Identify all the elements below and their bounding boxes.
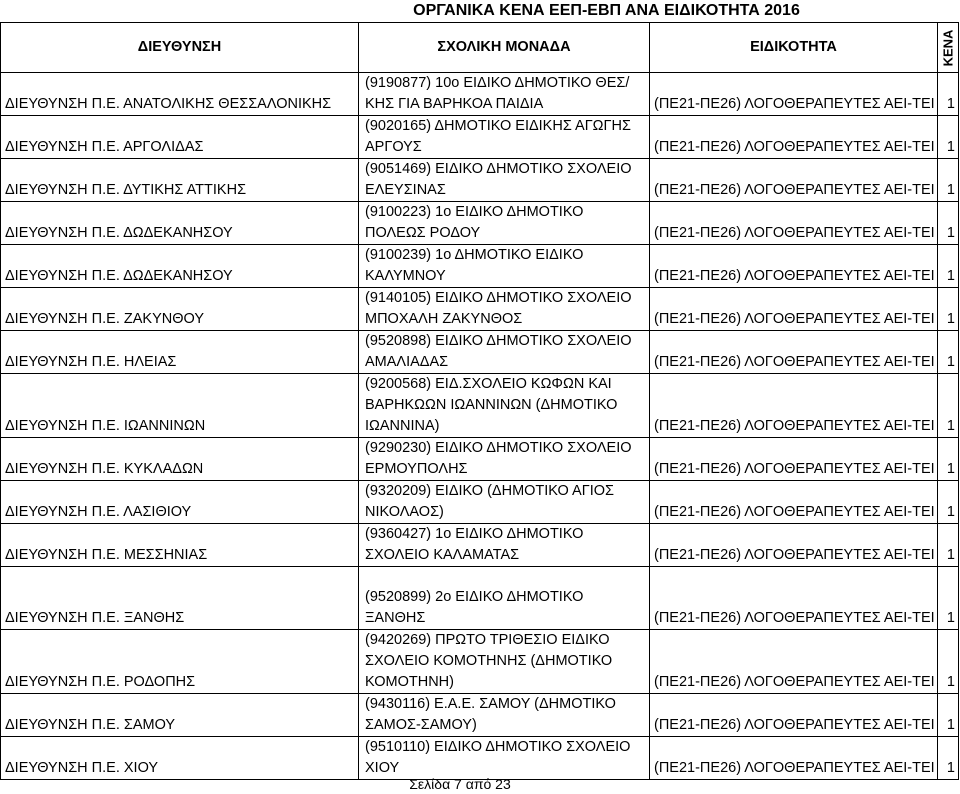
vacancies-cell: 1 (938, 481, 959, 524)
specialty-cell: (ΠΕ21-ΠΕ26) ΛΟΓΟΘΕΡΑΠΕΥΤΕΣ ΑΕΙ-ΤΕΙ (650, 438, 938, 481)
school-cell: (9520898) ΕΙΔΙΚΟ ΔΗΜΟΤΙΚΟ ΣΧΟΛΕΙΟ ΑΜΑΛΙΑΔΑΣ (359, 331, 650, 374)
school-cell: (9051469) ΕΙΔΙΚΟ ΔΗΜΟΤΙΚΟ ΣΧΟΛΕΙΟ ΕΛΕΥΣΙΝΑΣ (359, 159, 650, 202)
page-title: ΟΡΓΑΝΙΚΑ ΚΕΝΑ ΕΕΠ-ΕΒΠ ΑΝΑ ΕΙΔΙΚΟΤΗΤΑ 2016 (413, 2, 800, 19)
school-cell: (9510110) ΕΙΔΙΚΟ ΔΗΜΟΤΙΚΟ ΣΧΟΛΕΙΟ ΧΙΟΥ (359, 737, 650, 780)
table-row (1, 374, 959, 438)
direction-cell: ΔΙΕΥΘΥΝΣΗ Π.Ε. ΜΕΣΣΗΝΙΑΣ (1, 524, 359, 567)
table-row (1, 587, 959, 630)
direction-cell: ΔΙΕΥΘΥΝΣΗ Π.Ε. ΑΡΓΟΛΙΔΑΣ (1, 116, 359, 159)
school-cell: (9190877) 10ο ΕΙΔΙΚΟ ΔΗΜΟΤΙΚΟ ΘΕΣ/ΚΗΣ ΓΙΑ ΒΑΡΗΚΟΑ ΠΑΙΔΙΑ (359, 73, 650, 116)
school-cell: (9520899) 2ο ΕΙΔΙΚΟ ΔΗΜΟΤΙΚΟ ΞΑΝΘΗΣ (359, 587, 650, 630)
specialty-cell: (ΠΕ21-ΠΕ26) ΛΟΓΟΘΕΡΑΠΕΥΤΕΣ ΑΕΙ-ΤΕΙ (650, 331, 938, 374)
vacancies-cell: 1 (938, 202, 959, 245)
specialty-cell: (ΠΕ21-ΠΕ26) ΛΟΓΟΘΕΡΑΠΕΥΤΕΣ ΑΕΙ-ΤΕΙ (650, 524, 938, 567)
vacancies-cell: 1 (938, 288, 959, 331)
specialty-cell: (ΠΕ21-ΠΕ26) ΛΟΓΟΘΕΡΑΠΕΥΤΕΣ ΑΕΙ-ΤΕΙ (650, 159, 938, 202)
header-vacancies (938, 23, 959, 73)
vacancies-cell: 1 (938, 737, 959, 780)
table-row (1, 159, 959, 202)
direction-cell: ΔΙΕΥΘΥΝΣΗ Π.Ε. ΑΝΑΤΟΛΙΚΗΣ ΘΕΣΣΑΛΟΝΙΚΗΣ (1, 73, 359, 116)
direction-cell: ΔΙΕΥΘΥΝΣΗ Π.Ε. ΙΩΑΝΝΙΝΩΝ (1, 374, 359, 438)
table-row (1, 116, 959, 159)
table-row (1, 288, 959, 331)
school-cell: (9200568) ΕΙΔ.ΣΧΟΛΕΙΟ ΚΩΦΩΝ ΚΑΙ ΒΑΡΗΚΩΩΝ ΙΩΑΝΝΙΝΩΝ (ΔΗΜΟΤΙΚΟ ΙΩΑΝΝΙΝΑ) (359, 374, 650, 438)
direction-cell: ΔΙΕΥΘΥΝΣΗ Π.Ε. ΡΟΔΟΠΗΣ (1, 630, 359, 694)
specialty-cell: (ΠΕ21-ΠΕ26) ΛΟΓΟΘΕΡΑΠΕΥΤΕΣ ΑΕΙ-ΤΕΙ (650, 737, 938, 780)
spacer-row (1, 567, 959, 588)
table-row (1, 202, 959, 245)
school-cell: (9140105) ΕΙΔΙΚΟ ΔΗΜΟΤΙΚΟ ΣΧΟΛΕΙΟ ΜΠΟΧΑΛΗ ΖΑΚΥΝΘΟΣ (359, 288, 650, 331)
direction-cell: ΔΙΕΥΘΥΝΣΗ Π.Ε. ΚΥΚΛΑΔΩΝ (1, 438, 359, 481)
table-row (1, 694, 959, 737)
vacancies-cell: 1 (938, 159, 959, 202)
header-school: ΣΧΟΛΙΚΗ ΜΟΝΑΔΑ (359, 23, 650, 73)
vacancies-cell: 1 (938, 694, 959, 737)
table-row (1, 524, 959, 567)
vacancies-cell: 1 (938, 245, 959, 288)
direction-cell: ΔΙΕΥΘΥΝΣΗ Π.Ε. ΔΩΔΕΚΑΝΗΣΟΥ (1, 245, 359, 288)
school-cell: (9420269) ΠΡΩΤΟ ΤΡΙΘΕΣΙΟ ΕΙΔΙΚΟ ΣΧΟΛΕΙΟ ΚΟΜΟΤΗΝΗΣ (ΔΗΜΟΤΙΚΟ ΚΟΜΟΤΗΝΗ) (359, 630, 650, 694)
direction-cell: ΔΙΕΥΘΥΝΣΗ Π.Ε. ΔΩΔΕΚΑΝΗΣΟΥ (1, 202, 359, 245)
table-row (1, 73, 959, 116)
direction-cell: ΔΙΕΥΘΥΝΣΗ Π.Ε. ΛΑΣΙΘΙΟΥ (1, 481, 359, 524)
specialty-cell: (ΠΕ21-ΠΕ26) ΛΟΓΟΘΕΡΑΠΕΥΤΕΣ ΑΕΙ-ΤΕΙ (650, 694, 938, 737)
header-direction: ΔΙΕΥΘΥΝΣΗ (1, 23, 359, 73)
table-row (1, 438, 959, 481)
direction-cell: ΔΙΕΥΘΥΝΣΗ Π.Ε. ΖΑΚΥΝΘΟΥ (1, 288, 359, 331)
vacancies-cell: 1 (938, 438, 959, 481)
vacancies-table (0, 22, 959, 780)
specialty-cell: (ΠΕ21-ΠΕ26) ΛΟΓΟΘΕΡΑΠΕΥΤΕΣ ΑΕΙ-ΤΕΙ (650, 202, 938, 245)
vacancies-cell: 1 (938, 331, 959, 374)
specialty-cell: (ΠΕ21-ΠΕ26) ΛΟΓΟΘΕΡΑΠΕΥΤΕΣ ΑΕΙ-ΤΕΙ (650, 587, 938, 630)
table-row (1, 630, 959, 694)
header-vacancies-label: ΚΕΝΑ (940, 29, 956, 66)
specialty-cell: (ΠΕ21-ΠΕ26) ΛΟΓΟΘΕΡΑΠΕΥΤΕΣ ΑΕΙ-ΤΕΙ (650, 288, 938, 331)
school-cell: (9430116) Ε.Α.Ε. ΣΑΜΟΥ (ΔΗΜΟΤΙΚΟ ΣΑΜΟΣ-ΣΑΜΟΥ) (359, 694, 650, 737)
specialty-cell: (ΠΕ21-ΠΕ26) ΛΟΓΟΘΕΡΑΠΕΥΤΕΣ ΑΕΙ-ΤΕΙ (650, 481, 938, 524)
specialty-cell: (ΠΕ21-ΠΕ26) ΛΟΓΟΘΕΡΑΠΕΥΤΕΣ ΑΕΙ-ΤΕΙ (650, 73, 938, 116)
school-cell: (9320209) ΕΙΔΙΚΟ (ΔΗΜΟΤΙΚΟ ΑΓΙΟΣ ΝΙΚΟΛΑΟΣ) (359, 481, 650, 524)
vacancies-cell: 1 (938, 73, 959, 116)
direction-cell: ΔΙΕΥΘΥΝΣΗ Π.Ε. ΔΥΤΙΚΗΣ ΑΤΤΙΚΗΣ (1, 159, 359, 202)
table-row (1, 481, 959, 524)
specialty-cell: (ΠΕ21-ΠΕ26) ΛΟΓΟΘΕΡΑΠΕΥΤΕΣ ΑΕΙ-ΤΕΙ (650, 116, 938, 159)
school-cell: (9020165) ΔΗΜΟΤΙΚΟ ΕΙΔΙΚΗΣ ΑΓΩΓΗΣ ΑΡΓΟΥΣ (359, 116, 650, 159)
specialty-cell: (ΠΕ21-ΠΕ26) ΛΟΓΟΘΕΡΑΠΕΥΤΕΣ ΑΕΙ-ΤΕΙ (650, 374, 938, 438)
direction-cell: ΔΙΕΥΘΥΝΣΗ Π.Ε. ΣΑΜΟΥ (1, 694, 359, 737)
specialty-cell: (ΠΕ21-ΠΕ26) ΛΟΓΟΘΕΡΑΠΕΥΤΕΣ ΑΕΙ-ΤΕΙ (650, 630, 938, 694)
vacancies-cell: 1 (938, 116, 959, 159)
table-row (1, 737, 959, 780)
table-row (1, 331, 959, 374)
school-cell: (9100239) 1ο ΔΗΜΟΤΙΚΟ ΕΙΔΙΚΟ ΚΑΛΥΜΝΟΥ (359, 245, 650, 288)
header-row (1, 23, 959, 73)
direction-cell: ΔΙΕΥΘΥΝΣΗ Π.Ε. ΞΑΝΘΗΣ (1, 587, 359, 630)
page-footer (0, 776, 960, 794)
school-cell: (9100223) 1ο ΕΙΔΙΚΟ ΔΗΜΟΤΙΚΟ ΠΟΛΕΩΣ ΡΟΔΟΥ (359, 202, 650, 245)
school-cell: (9360427) 1ο ΕΙΔΙΚΟ ΔΗΜΟΤΙΚΟ ΣΧΟΛΕΙΟ ΚΑΛΑΜΑΤΑΣ (359, 524, 650, 567)
vacancies-cell: 1 (938, 630, 959, 694)
table-row (1, 245, 959, 288)
title-row (0, 0, 960, 22)
direction-cell: ΔΙΕΥΘΥΝΣΗ Π.Ε. ΧΙΟΥ (1, 737, 359, 780)
page-number: Σελίδα 7 από 23 (409, 776, 511, 792)
header-specialty: ΕΙΔΙΚΟΤΗΤΑ (650, 23, 938, 73)
specialty-cell: (ΠΕ21-ΠΕ26) ΛΟΓΟΘΕΡΑΠΕΥΤΕΣ ΑΕΙ-ΤΕΙ (650, 245, 938, 288)
vacancies-cell: 1 (938, 374, 959, 438)
vacancies-cell: 1 (938, 524, 959, 567)
direction-cell: ΔΙΕΥΘΥΝΣΗ Π.Ε. ΗΛΕΙΑΣ (1, 331, 359, 374)
vacancies-cell: 1 (938, 587, 959, 630)
school-cell: (9290230) ΕΙΔΙΚΟ ΔΗΜΟΤΙΚΟ ΣΧΟΛΕΙΟ ΕΡΜΟΥΠΟΛΗΣ (359, 438, 650, 481)
